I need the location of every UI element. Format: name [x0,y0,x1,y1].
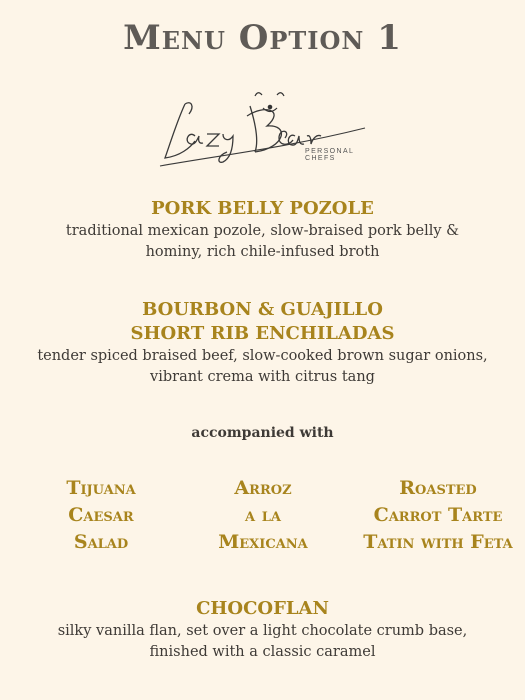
dish-chocoflan [0,597,525,663]
side-line: Mexicana [218,531,308,553]
dish-description-line: vibrant crema with citrus tang [150,369,375,385]
side-line: Tatin with Feta [363,531,513,553]
dish-description-line: tender spiced braised beef, slow-cooked brown sugar onions, [37,348,488,364]
side-line: Carrot Tarte [373,504,503,526]
dish-name: PORK BELLY POZOLE [151,198,374,219]
side-line: Caesar [68,504,134,526]
page-title: Menu Option 1 [123,18,402,58]
side-roasted-carrot-tarte-tatin [353,475,523,556]
dish-name-line: SHORT RIB ENCHILADAS [130,323,395,344]
dish-description-line: silky vanilla flan, set over a light chocolate crumb base, [57,623,468,639]
side-line: Tijuana [66,477,136,499]
side-tijuana-caesar-salad [16,475,186,556]
dish-description-line: finished with a classic caramel [149,644,376,660]
logo-subtitle: PERSONAL CHEFS [305,148,355,162]
dish-name: CHOCOFLAN [196,598,329,619]
dish-short-rib-enchiladas [0,298,525,388]
side-line: Salad [73,531,129,553]
sides-row [0,475,525,555]
dish-description-line: traditional mexican pozole, slow-braised pork belly & [65,223,460,239]
side-arroz-a-la-mexicana [178,475,348,556]
lazy-bear-logo [155,86,370,172]
accompanied-with-label: accompanied with [191,425,334,441]
side-line: a la [245,504,281,526]
dish-name-line: BOURBON & GUAJILLO [142,299,383,320]
dish-pork-belly-pozole [0,197,525,263]
dish-description-line: hominy, rich chile-infused broth [145,244,380,260]
side-line: Arroz [234,477,292,499]
side-line: Roasted [399,477,477,499]
